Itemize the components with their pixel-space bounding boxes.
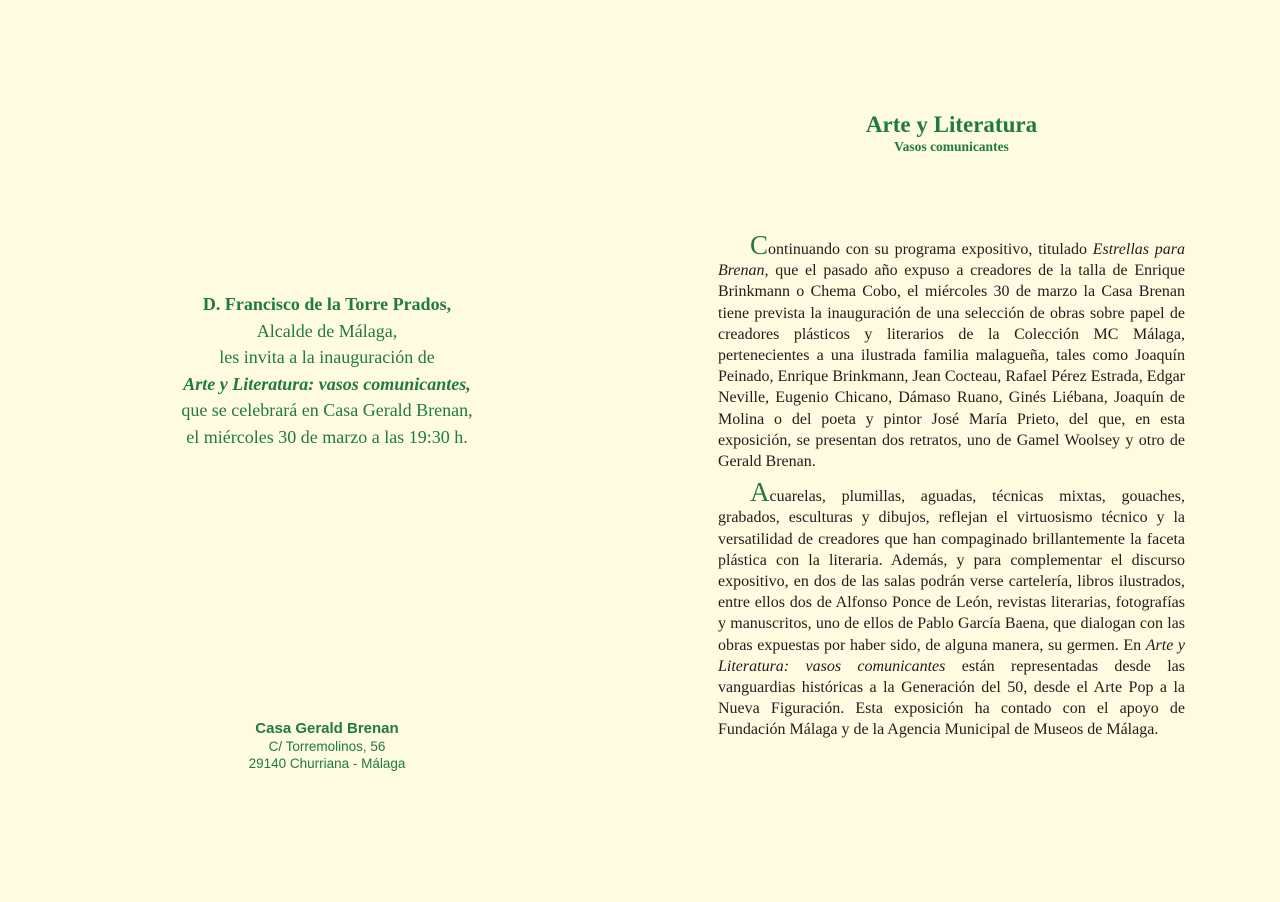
paragraph-2-text-a: cuarelas, plumillas, aguadas, técnicas mixtas, gouaches, grabados, esculturas y dibujos, reflejan el virtuosismo técnico y la versatilidad de creadores que han compaginado brillantemente la faceta plástica con la literaria. Además, y para complementar el discurso expositivo, en dos de las salas podrán verse cartelería, libros ilustrados, entre ellos dos de Alfonso Ponce de León, revistas literarias, fotografías y manuscritos, uno de ellos de Pablo García Baena, que dialogan con las obras expuestas por haber sido, de alguna manera, su germen. En xyxy=(718,488,1185,654)
invitation-event-title: Arte y Literatura: vasos comunicantes, xyxy=(183,373,471,394)
invitation-venue: que se celebrará en Casa Gerald Brenan, xyxy=(181,400,473,420)
venue-address-block xyxy=(127,719,527,772)
venue-city: 29140 Churriana - Málaga xyxy=(248,756,406,771)
invitation-role: Alcalde de Málaga, xyxy=(256,320,398,341)
invitation-block xyxy=(127,291,527,450)
right-page xyxy=(718,113,1185,741)
drop-initial-2: A xyxy=(750,477,770,508)
venue-street: C/ Torremolinos, 56 xyxy=(268,739,386,754)
drop-initial-1: C xyxy=(750,230,769,260)
paragraph-2 xyxy=(718,477,1185,740)
paragraph-1 xyxy=(718,230,1185,472)
invitation-line: les invita a la inauguración de xyxy=(219,347,435,367)
paragraph-1-italic: Estrellas para Brenan, xyxy=(718,241,1185,280)
paragraph-1-text-b: que el pasado año expuso a creadores de la talla de Enrique Brinkmann o Chema Cobo, el miércoles 30 de marzo la Casa Brenan tiene prevista la inauguración de una selección de obras sobre papel de creadores plásticos y literarios de la Colección MC Málaga, pertenecientes a una ilustrada familia malagueña, tales como Joaquín Peinado, Enrique Brinkmann, Jean Cocteau, Rafael Pérez Estrada, Edgar Neville, Eugenio Chicano, Dámaso Ruano, Ginés Liébana, Joaquín de Molina o del poeta y pintor José María Prieto, del que, en esta exposición, se presentan dos retratos, uno de Gamel Woolsey y otro de Gerald Brenan. xyxy=(718,262,1185,471)
paragraph-2-italic: Arte y Literatura: vasos comunicantes xyxy=(718,636,1185,675)
paragraph-2-text-b: están representadas desde las vanguardias históricas a la Generación del 50, desde el Arte Pop a la Nueva Figuración. Esta exposición ha contado con el apoyo de Fundación Málaga y de la Agencia Municipal de Museos de Málaga. xyxy=(718,657,1185,739)
paragraph-1-text-a: ontinuando con su programa expositivo, titulado xyxy=(768,241,1093,258)
page-subtitle: Vasos comunicantes xyxy=(894,139,1009,154)
venue-name: Casa Gerald Brenan xyxy=(255,720,399,737)
invitation-host: D. Francisco de la Torre Prados, xyxy=(202,294,452,314)
page-title: Arte y Literatura xyxy=(865,112,1038,137)
invitation-datetime: el miércoles 30 de marzo a las 19:30 h. xyxy=(186,426,468,447)
